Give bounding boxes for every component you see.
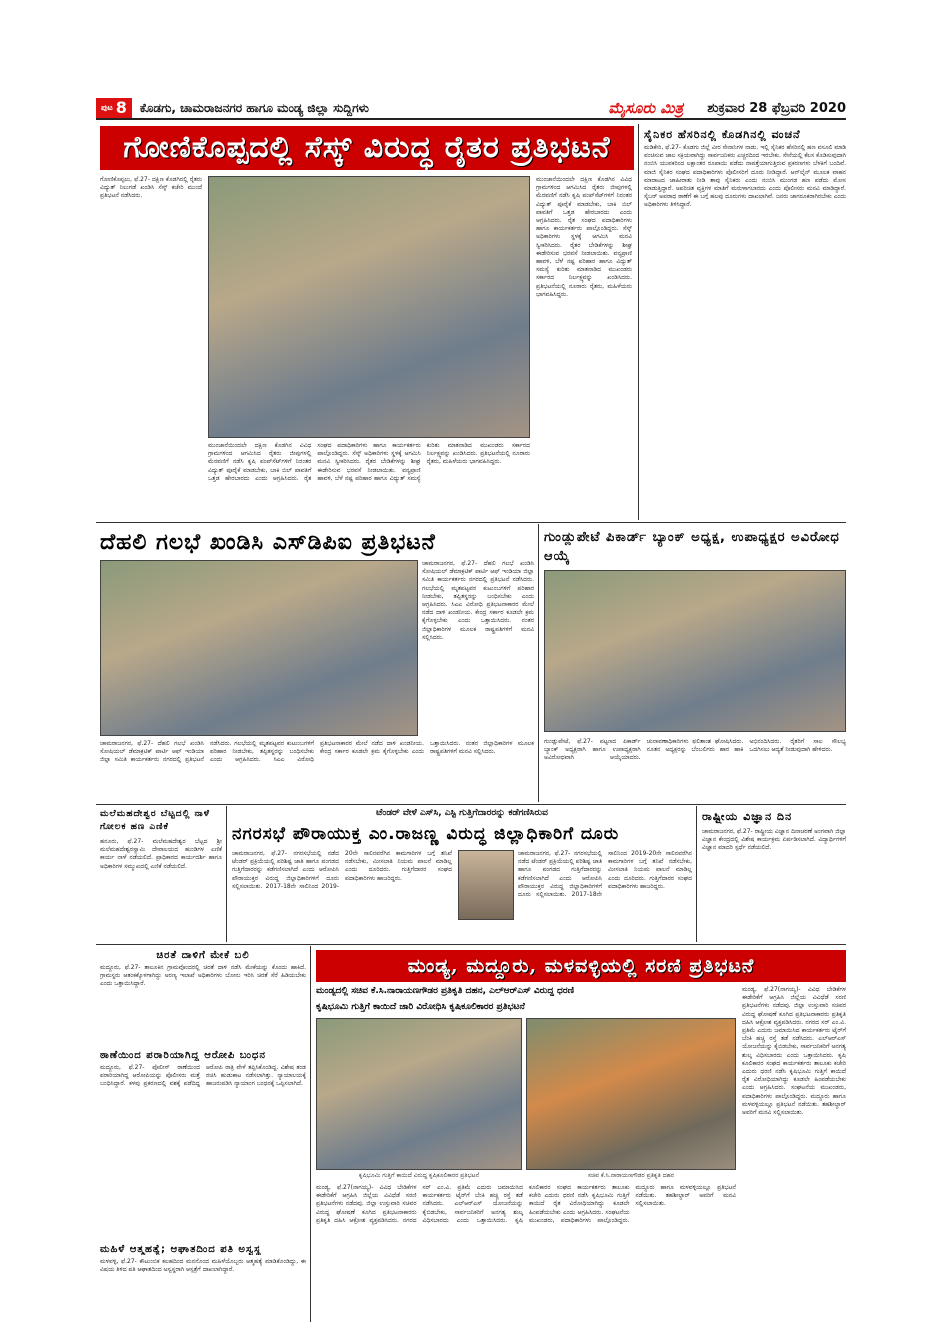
page-header xyxy=(96,98,846,120)
tender-body: ಚಾಮರಾಜನಗರ, ಫೆ.27- ನಗರಸಭೆಯಲ್ಲಿ ನಡೆದ ಟೆಂಡರ್ ಪ್ರಕ್ರಿಯೆಯಲ್ಲಿ ಪರಿಶಿಷ್ಟ ಜಾತಿ ಹಾಗೂ ಪಂಗಡದ ಗುತ್ತಿಗೆದಾರರನ್ನು ಕಡೆಗಣಿಸಲಾಗಿದೆ ಎಂದು ಆರೋಪಿಸಿ ಪೌರಾಯುಕ್ತರ ವಿರುದ್ಧ ಜಿಲ್ಲಾಧಿಕಾರಿಗಳಿಗೆ ದೂರು ಸಲ್ಲಿಸಲಾಯಿತು. 2017-18ನೇ ಸಾಲಿನಿಂದ 2019-20ನೇ ಸಾಲಿನವರೆಗಿನ ಕಾಮಗಾರಿಗಳ ಬಗ್ಗೆ ತನಿಖೆ ನಡೆಸಬೇಕು, ಮೀಸಲಾತಿ ನಿಯಮ ಪಾಲನೆ ಮಾಡಿಲ್ಲ ಎಂದು ದೂರಿದರು. ಗುತ್ತಿಗೆದಾರರ ಸಂಘದ ಪದಾಧಿಕಾರಿಗಳು ಹಾಜರಿದ್ದರು. xyxy=(232,850,452,890)
main-story-body: ಮುಂಜಾನೆಯಿಂದಲೇ ದಕ್ಷಿಣ ಕೊಡಗಿನ ವಿವಿಧ ಗ್ರಾಮಗಳಿಂದ ಆಗಮಿಸಿದ ರೈತರು ಜೀಪುಗಳಲ್ಲಿ ಮೆರವಣಿಗೆ ನಡೆಸಿ ಕೃಷಿ ಪಂಪ್‌ಸೆಟ್‌ಗಳಿಗೆ ನಿರಂತರ ವಿದ್ಯುತ್ ಪೂರೈಕೆ ಮಾಡಬೇಕು, ಬಾಕಿ ಬಿಲ್ ಪಾವತಿಗೆ ಒತ್ತಡ ಹೇರಬಾರದು ಎಂದು ಆಗ್ರಹಿಸಿದರು. ರೈತ ಸಂಘದ ಪದಾಧಿಕಾರಿಗಳು ಹಾಗೂ ಕಾರ್ಯಕರ್ತರು ಪಾಲ್ಗೊಂಡಿದ್ದರು. ಸೆಸ್ಕ್ ಅಧಿಕಾರಿಗಳು ಸ್ಥಳಕ್ಕೆ ಆಗಮಿಸಿ ಮನವಿ ಸ್ವೀಕರಿಸಿದರು. ರೈತರ ಬೇಡಿಕೆಗಳನ್ನು ಶೀಘ್ರ ಈಡೇರಿಸುವ ಭರವಸೆ ನೀಡಲಾಯಿತು. ವನ್ಯಪ್ರಾಣಿ ಹಾವಳಿ, ಬೆಳೆ ನಷ್ಟ ಪರಿಹಾರ ಹಾಗೂ ವಿದ್ಯುತ್ ಸಮಸ್ಯೆ ಕುರಿತು ಮಾತನಾಡಿದ ಮುಖಂಡರು ಸರ್ಕಾರದ ನಿರ್ಲಕ್ಷ್ಯವನ್ನು ಖಂಡಿಸಿದರು. ಪ್ರತಿಭಟನೆಯಲ್ಲಿ ನೂರಾರು ರೈತರು, ಮಹಿಳೆಯರು ಭಾಗವಹಿಸಿದ್ದರು. xyxy=(208,442,530,482)
commissioner-photo xyxy=(458,850,514,920)
cheetah-body: ಮದ್ದೂರು, ಫೆ.27- ತಾಲೂಕಿನ ಗ್ರಾಮವೊಂದರಲ್ಲಿ ಚಿರತೆ ದಾಳಿ ನಡೆಸಿ ಮೇಕೆಯನ್ನು ಕೊಂದು ಹಾಕಿದೆ. ಗ್ರಾಮಸ್ಥರು ಆತಂಕಕ್ಕೊಳಗಾಗಿದ್ದು ಅರಣ್ಯ ಇಲಾಖೆ ಅಧಿಕಾರಿಗಳು ಬೋನು ಇರಿಸಿ ಚಿರತೆ ಸೆರೆ ಹಿಡಿಯಬೇಕು ಎಂದು ಒತ್ತಾಯಿಸಿದ್ದಾರೆ. xyxy=(100,964,306,988)
delhi-body: ಚಾಮರಾಜನಗರ, ಫೆ.27- ದೆಹಲಿ ಗಲಭೆ ಖಂಡಿಸಿ ಸೋಷಿಯಲ್ ಡೆಮಾಕ್ರಟಿಕ್ ಪಾರ್ಟಿ ಆಫ್ ಇಂಡಿಯಾ ಜಿಲ್ಲಾ ಸಮಿತಿ ಕಾರ್ಯಕರ್ತರು ನಗರದಲ್ಲಿ ಪ್ರತಿಭಟನೆ ನಡೆಸಿದರು. ಗಲಭೆಯಲ್ಲಿ ಮೃತಪಟ್ಟವರ ಕುಟುಂಬಗಳಿಗೆ ಪರಿಹಾರ ನೀಡಬೇಕು, ತಪ್ಪಿತಸ್ಥರನ್ನು ಬಂಧಿಸಬೇಕು ಎಂದು ಆಗ್ರಹಿಸಿದರು. ಸಿಎಎ ವಿರೋಧಿ ಪ್ರತಿಭಟನಾಕಾರರ ಮೇಲೆ ನಡೆದ ದಾಳಿ ಖಂಡನೀಯ. ಕೇಂದ್ರ ಸರ್ಕಾರ ಕೂಡಲೇ ಕ್ರಮ ಕೈಗೊಳ್ಳಬೇಕು ಎಂದು ಒತ್ತಾಯಿಸಿದರು. ನಂತರ ಜಿಲ್ಲಾಧಿಕಾರಿಗಳ ಮೂಲಕ ರಾಷ್ಟ್ರಪತಿಗಳಿಗೆ ಮನವಿ ಸಲ್ಲಿಸಿದರು. xyxy=(422,560,534,641)
main-headline: ಗೋಣಿಕೊಪ್ಪದಲ್ಲಿ ಸೆಸ್ಕ್ ವಿರುದ್ಧ ರೈತರ ಪ್ರತಿಭಟನೆ xyxy=(100,126,634,170)
mandya-right-column: ಮಂಡ್ಯ, ಫೆ.27(ನಾಗಯ್ಯ)- ವಿವಿಧ ಬೇಡಿಕೆಗಳ ಈಡೇರಿಕೆಗೆ ಆಗ್ರಹಿಸಿ ಜಿಲ್ಲೆಯ ವಿವಿಧೆಡೆ ಸರಣಿ ಪ್ರತಿಭಟನೆಗಳು ನಡೆದವು. ಜಿಲ್ಲಾ ಉಸ್ತುವಾರಿ ಸಚಿವರ ವಿರುದ್ಧ ಘೋಷಣೆ ಕೂಗಿದ ಪ್ರತಿಭಟನಾಕಾರರು ಪ್ರತಿಕೃತಿ ದಹಿಸಿ ಆಕ್ರೋಶ ವ್ಯಕ್ತಪಡಿಸಿದರು. ನಗರದ ಸರ್ ಎಂ.ವಿ. ಪ್ರತಿಮೆ ಎದುರು ಜಮಾಯಿಸಿದ ಕಾರ್ಯಕರ್ತರು ಟೈರ್‌ಗೆ ಬೆಂಕಿ ಹಚ್ಚಿ ರಸ್ತೆ ತಡೆ ನಡೆಸಿದರು. ಎಲ್‌ಆರ್‌ಎಸ್ ಯೋಜನೆಯನ್ನು ಕೈಬಿಡಬೇಕು, ಸಾರ್ವಜನಿಕರಿಗೆ ಅನಗತ್ಯ ಶುಲ್ಕ ವಿಧಿಸಬಾರದು ಎಂದು ಒತ್ತಾಯಿಸಿದರು. ಕೃಷಿ ಕೂಲಿಕಾರರ ಸಂಘದ ಕಾರ್ಯಕರ್ತರು ತಾಲೂಕು ಕಚೇರಿ ಎದುರು ಧರಣಿ ನಡೆಸಿ ಕೃಷಿಭೂಮಿ ಗುತ್ತಿಗೆ ಕಾಯಿದೆ ರೈತ ವಿರೋಧಿಯಾಗಿದ್ದು ಕೂಡಲೇ ಹಿಂಪಡೆಯಬೇಕು ಎಂದು ಆಗ್ರಹಿಸಿದರು. ಸಂಘಟನೆಯ ಮುಖಂಡರು, ಪದಾಧಿಕಾರಿಗಳು ಪಾಲ್ಗೊಂಡಿದ್ದರು. ಮದ್ದೂರು ಹಾಗೂ ಮಳವಳ್ಳಿಯಲ್ಲೂ ಪ್ರತಿಭಟನೆ ನಡೆಯಿತು. ತಹಶೀಲ್ದಾರ್ ಅವರಿಗೆ ಮನವಿ ಸಲ್ಲಿಸಲಾಯಿತು. xyxy=(742,986,846,1117)
delhi-photo xyxy=(100,560,418,736)
masthead-logo: ಮೈಸೂರು ಮಿತ್ರ xyxy=(608,99,684,117)
soldiers-body: ಮಡಿಕೇರಿ, ಫೆ.27- ಕೊಡಗು ಜಿಲ್ಲೆ ವೀರ ಸೇನಾನಿಗಳ ನಾಡು. ಇಲ್ಲಿ ಸೈನಿಕರ ಹೆಸರಿನಲ್ಲಿ ಹಣ ವಸೂಲಿ ಮಾಡಿ ವಂಚಿಸುವ ಜಾಲ ಸಕ್ರಿಯವಾಗಿದ್ದು ಸಾರ್ವಜನಿಕರು ಎಚ್ಚರದಿಂದ ಇರಬೇಕು. ಸೇನೆಯಲ್ಲಿ ಕೆಲಸ ಕೊಡಿಸುವುದಾಗಿ ನಂಬಿಸಿ ಯುವಕರಿಂದ ಲಕ್ಷಾಂತರ ರೂಪಾಯಿ ಪಡೆದು ನಾಪತ್ತೆಯಾಗುತ್ತಿರುವ ಪ್ರಕರಣಗಳು ಬೆಳಕಿಗೆ ಬಂದಿವೆ. ಮಾಜಿ ಸೈನಿಕರ ಸಂಘದ ಪದಾಧಿಕಾರಿಗಳು ಪೊಲೀಸರಿಗೆ ದೂರು ನೀಡಿದ್ದಾರೆ. ಆನ್‌ಲೈನ್ ಮೂಲಕ ವಾಹನ ಮಾರಾಟದ ಜಾಹೀರಾತು ನೀಡಿ ತಾವು ಸೈನಿಕರು ಎಂದು ನಂಬಿಸಿ ಮುಂಗಡ ಹಣ ಪಡೆದು ಮೋಸ ಮಾಡುತ್ತಿದ್ದಾರೆ. ಅಪರಿಚಿತ ವ್ಯಕ್ತಿಗಳ ಮಾತಿಗೆ ಮರುಳಾಗಬಾರದು ಎಂದು ಪೊಲೀಸರು ಮನವಿ ಮಾಡಿದ್ದಾರೆ. ಸೈಬರ್ ಅಪರಾಧ ಠಾಣೆಗೆ ಈ ಬಗ್ಗೆ ಹಲವು ದೂರುಗಳು ದಾಖಲಾಗಿವೆ. ಜನರು ಜಾಗರೂಕರಾಗಿರಬೇಕು ಎಂದು ಅಧಿಕಾರಿಗಳು ತಿಳಿಸಿದ್ದಾರೆ. xyxy=(644,144,846,209)
main-story-lead: ಗೋಣಿಕೊಪ್ಪಲು, ಫೆ.27- ದಕ್ಷಿಣ ಕೊಡಗಿನಲ್ಲಿ ರೈತರು ವಿದ್ಯುತ್ ನಿಲುಗಡೆ ಖಂಡಿಸಿ ಸೆಸ್ಕ್ ಕಚೇರಿ ಮುಂದೆ ಪ್ರತಿಭಟನೆ ನಡೆಸಿದರು. xyxy=(100,176,202,200)
tender-kicker: ಟೆಂಡರ್ ವೇಳೆ ಎಸ್‌ಸಿ, ಎಸ್ಟಿ ಗುತ್ತಿಗೆದಾರರನ್ನು ಕಡೆಗಣಿಸಿರುವ xyxy=(376,808,548,818)
husband-headline: ಮಹಿಳೆ ಆತ್ಮಹತ್ಯೆ; ಆಘಾತದಿಂದ ಪತಿ ಅಸ್ವಸ್ಥ xyxy=(100,1244,262,1255)
delhi-body-bottom: ಚಾಮರಾಜನಗರ, ಫೆ.27- ದೆಹಲಿ ಗಲಭೆ ಖಂಡಿಸಿ ಸೋಷಿಯಲ್ ಡೆಮಾಕ್ರಟಿಕ್ ಪಾರ್ಟಿ ಆಫ್ ಇಂಡಿಯಾ ಜಿಲ್ಲಾ ಸಮಿತಿ ಕಾರ್ಯಕರ್ತರು ನಗರದಲ್ಲಿ ಪ್ರತಿಭಟನೆ ನಡೆಸಿದರು. ಗಲಭೆಯಲ್ಲಿ ಮೃತಪಟ್ಟವರ ಕುಟುಂಬಗಳಿಗೆ ಪರಿಹಾರ ನೀಡಬೇಕು, ತಪ್ಪಿತಸ್ಥರನ್ನು ಬಂಧಿಸಬೇಕು ಎಂದು ಆಗ್ರಹಿಸಿದರು. ಸಿಎಎ ವಿರೋಧಿ ಪ್ರತಿಭಟನಾಕಾರರ ಮೇಲೆ ನಡೆದ ದಾಳಿ ಖಂಡನೀಯ. ಕೇಂದ್ರ ಸರ್ಕಾರ ಕೂಡಲೇ ಕ್ರಮ ಕೈಗೊಳ್ಳಬೇಕು ಎಂದು ಒತ್ತಾಯಿಸಿದರು. ನಂತರ ಜಿಲ್ಲಾಧಿಕಾರಿಗಳ ಮೂಲಕ ರಾಷ್ಟ್ರಪತಿಗಳಿಗೆ ಮನವಿ ಸಲ್ಲಿಸಿದರು. xyxy=(100,740,534,764)
tender-headline: ನಗರಸಭೆ ಪೌರಾಯುಕ್ತ ಎಂ.ರಾಜಣ್ಣ ವಿರುದ್ಧ ಜಿಲ್ಲಾಧಿಕಾರಿಗೆ ದೂರು xyxy=(232,824,620,844)
mandya-caption-1: ಕೃಷಿಭೂಮಿ ಗುತ್ತಿಗೆ ಕಾಯಿದೆ ವಿರುದ್ಧ ಕೃಷಿಕೂಲಿಕಾರರ ಪ್ರತಿಭಟನೆ xyxy=(358,1172,480,1179)
soldiers-headline: ಸೈನಿಕರ ಹೆಸರಿನಲ್ಲಿ ಕೊಡಗಿನಲ್ಲಿ ವಂಚನೆ xyxy=(644,128,801,141)
main-story-continued: ಮುಂಜಾನೆಯಿಂದಲೇ ದಕ್ಷಿಣ ಕೊಡಗಿನ ವಿವಿಧ ಗ್ರಾಮಗಳಿಂದ ಆಗಮಿಸಿದ ರೈತರು ಜೀಪುಗಳಲ್ಲಿ ಮೆರವಣಿಗೆ ನಡೆಸಿ ಕೃಷಿ ಪಂಪ್‌ಸೆಟ್‌ಗಳಿಗೆ ನಿರಂತರ ವಿದ್ಯುತ್ ಪೂರೈಕೆ ಮಾಡಬೇಕು, ಬಾಕಿ ಬಿಲ್ ಪಾವತಿಗೆ ಒತ್ತಡ ಹೇರಬಾರದು ಎಂದು ಆಗ್ರಹಿಸಿದರು. ರೈತ ಸಂಘದ ಪದಾಧಿಕಾರಿಗಳು ಹಾಗೂ ಕಾರ್ಯಕರ್ತರು ಪಾಲ್ಗೊಂಡಿದ್ದರು. ಸೆಸ್ಕ್ ಅಧಿಕಾರಿಗಳು ಸ್ಥಳಕ್ಕೆ ಆಗಮಿಸಿ ಮನವಿ ಸ್ವೀಕರಿಸಿದರು. ರೈತರ ಬೇಡಿಕೆಗಳನ್ನು ಶೀಘ್ರ ಈಡೇರಿಸುವ ಭರವಸೆ ನೀಡಲಾಯಿತು. ವನ್ಯಪ್ರಾಣಿ ಹಾವಳಿ, ಬೆಳೆ ನಷ್ಟ ಪರಿಹಾರ ಹಾಗೂ ವಿದ್ಯುತ್ ಸಮಸ್ಯೆ ಕುರಿತು ಮಾತನಾಡಿದ ಮುಖಂಡರು ಸರ್ಕಾರದ ನಿರ್ಲಕ್ಷ್ಯವನ್ನು ಖಂಡಿಸಿದರು. ಪ್ರತಿಭಟನೆಯಲ್ಲಿ ನೂರಾರು ರೈತರು, ಮಹಿಳೆಯರು ಭಾಗವಹಿಸಿದ್ದರು. xyxy=(536,176,632,298)
mandya-body: ಮಂಡ್ಯ, ಫೆ.27(ನಾಗಯ್ಯ)- ವಿವಿಧ ಬೇಡಿಕೆಗಳ ಈಡೇರಿಕೆಗೆ ಆಗ್ರಹಿಸಿ ಜಿಲ್ಲೆಯ ವಿವಿಧೆಡೆ ಸರಣಿ ಪ್ರತಿಭಟನೆಗಳು ನಡೆದವು. ಜಿಲ್ಲಾ ಉಸ್ತುವಾರಿ ಸಚಿವರ ವಿರುದ್ಧ ಘೋಷಣೆ ಕೂಗಿದ ಪ್ರತಿಭಟನಾಕಾರರು ಪ್ರತಿಕೃತಿ ದಹಿಸಿ ಆಕ್ರೋಶ ವ್ಯಕ್ತಪಡಿಸಿದರು. ನಗರದ ಸರ್ ಎಂ.ವಿ. ಪ್ರತಿಮೆ ಎದುರು ಜಮಾಯಿಸಿದ ಕಾರ್ಯಕರ್ತರು ಟೈರ್‌ಗೆ ಬೆಂಕಿ ಹಚ್ಚಿ ರಸ್ತೆ ತಡೆ ನಡೆಸಿದರು. ಎಲ್‌ಆರ್‌ಎಸ್ ಯೋಜನೆಯನ್ನು ಕೈಬಿಡಬೇಕು, ಸಾರ್ವಜನಿಕರಿಗೆ ಅನಗತ್ಯ ಶುಲ್ಕ ವಿಧಿಸಬಾರದು ಎಂದು ಒತ್ತಾಯಿಸಿದರು. ಕೃಷಿ ಕೂಲಿಕಾರರ ಸಂಘದ ಕಾರ್ಯಕರ್ತರು ತಾಲೂಕು ಕಚೇರಿ ಎದುರು ಧರಣಿ ನಡೆಸಿ ಕೃಷಿಭೂಮಿ ಗುತ್ತಿಗೆ ಕಾಯಿದೆ ರೈತ ವಿರೋಧಿಯಾಗಿದ್ದು ಕೂಡಲೇ ಹಿಂಪಡೆಯಬೇಕು ಎಂದು ಆಗ್ರಹಿಸಿದರು. ಸಂಘಟನೆಯ ಮುಖಂಡರು, ಪದಾಧಿಕಾರಿಗಳು ಪಾಲ್ಗೊಂಡಿದ್ದರು. ಮದ್ದೂರು ಹಾಗೂ ಮಳವಳ್ಳಿಯಲ್ಲೂ ಪ್ರತಿಭಟನೆ ನಡೆಯಿತು. ತಹಶೀಲ್ದಾರ್ ಅವರಿಗೆ ಮನವಿ ಸಲ್ಲಿಸಲಾಯಿತು. xyxy=(316,1184,736,1224)
page-number-badge: ಪುಟ 8 xyxy=(96,98,132,118)
mandya-subhead-2: ಕೃಷಿಭೂಮಿ ಗುತ್ತಿಗೆ ಕಾಯಿದೆ ಜಾರಿ ವಿರೋಧಿಸಿ ಕೃಷಿಕೂಲಿಕಾರರ ಪ್ರತಿಭಟನೆ xyxy=(316,1002,525,1012)
science-day-body: ಚಾಮರಾಜನಗರ, ಫೆ.27- ರಾಷ್ಟ್ರೀಯ ವಿಜ್ಞಾನ ದಿನಾಚರಣೆ ಅಂಗವಾಗಿ ಜಿಲ್ಲಾ ವಿಜ್ಞಾನ ಕೇಂದ್ರದಲ್ಲಿ ವಿಶೇಷ ಕಾರ್ಯಕ್ರಮ ಏರ್ಪಡಿಸಲಾಗಿದೆ. ವಿದ್ಯಾರ್ಥಿಗಳಿಗೆ ವಿಜ್ಞಾನ ಮಾದರಿ ಸ್ಪರ್ಧೆ ನಡೆಯಲಿದೆ. xyxy=(702,828,846,852)
mandya-photo-1 xyxy=(316,1018,522,1170)
mandya-photo-2 xyxy=(526,1018,736,1170)
main-story-photo xyxy=(208,176,530,438)
science-day-headline: ರಾಷ್ಟ್ರೀಯ ವಿಜ್ಞಾನ ದಿನ xyxy=(702,810,793,823)
cheetah-headline: ಚಿರತೆ ದಾಳಿಗೆ ಮೇಕೆ ಬಲಿ xyxy=(156,950,250,961)
mandya-subhead-1: ಮಂಡ್ಯದಲ್ಲಿ ಸಚಿವ ಕೆ.ಸಿ.ನಾರಾಯಣಗೌಡರ ಪ್ರತಿಕೃತಿ ದಹನ, ಎಲ್‌ಆರ್‌ಎಸ್ ವಿರುದ್ಧ ಧರಣಿ xyxy=(316,986,574,996)
escape-headline: ಠಾಣೆಯಿಂದ ಪರಾರಿಯಾಗಿದ್ದ ಆರೋಪಿ ಬಂಧನ xyxy=(100,1050,266,1061)
mandya-caption-2: ಸಚಿವ ಕೆ.ಸಿ.ನಾರಾಯಣಗೌಡರ ಪ್ರತಿಕೃತಿ ದಹನ xyxy=(587,1172,675,1179)
husband-body: ಮಳವಳ್ಳಿ, ಫೆ.27- ಕೌಟುಂಬಿಕ ಕಲಹದಿಂದ ಮನನೊಂದ ಮಹಿಳೆಯೊಬ್ಬರು ಆತ್ಮಹತ್ಯೆ ಮಾಡಿಕೊಂಡಿದ್ದು, ಈ ವಿಷಯ ತಿಳಿದ ಪತಿ ಆಘಾತದಿಂದ ಅಸ್ವಸ್ಥರಾಗಿ ಆಸ್ಪತ್ರೆಗೆ ದಾಖಲಾಗಿದ್ದಾರೆ. xyxy=(100,1258,306,1274)
bank-body: ಗುಂಡ್ಲುಪೇಟೆ, ಫೆ.27- ಪಟ್ಟಣದ ಪಿಕಾರ್ಡ್ ಬ್ಯಾಂಕ್ ಅಧ್ಯಕ್ಷರಾಗಿ ಹಾಗೂ ಉಪಾಧ್ಯಕ್ಷರಾಗಿ ಅವಿರೋಧವಾಗಿ ಆಯ್ಕೆಯಾದರು. ಚುನಾವಣಾಧಿಕಾರಿಗಳು ಫಲಿತಾಂಶ ಘೋಷಿಸಿದರು. ನೂತನ ಅಧ್ಯಕ್ಷರನ್ನು ಬೆಂಬಲಿಗರು ಹಾರ ಹಾಕಿ ಅಭಿನಂದಿಸಿದರು. ರೈತರಿಗೆ ಸಾಲ ಸೌಲಭ್ಯ ಒದಗಿಸಲು ಆದ್ಯತೆ ನೀಡುವುದಾಗಿ ಹೇಳಿದರು. xyxy=(544,738,846,762)
issue-date: ಶುಕ್ರವಾರ 28 ಫೆಬ್ರವರಿ 2020 xyxy=(707,100,846,116)
bank-headline: ಗುಂಡ್ಲುಪೇಟೆ ಪಿಕಾರ್ಡ್ ಬ್ಯಾಂಕ್ ಅಧ್ಯಕ್ಷ, ಉಪಾಧ್ಯಕ್ಷರ ಅವಿರೋಧ ಆಯ್ಕೆ xyxy=(544,530,840,564)
malemahadeshwara-body: ಹನೂರು, ಫೆ.27- ಮಲೆಮಹದೇಶ್ವರ ಬೆಟ್ಟದ ಶ್ರೀ ಮಲೆಮಹದೇಶ್ವರಸ್ವಾಮಿ ದೇವಾಲಯದ ಹುಂಡಿಗಳ ಎಣಿಕೆ ಕಾರ್ಯ ನಾಳೆ ನಡೆಯಲಿದೆ. ಪ್ರಾಧಿಕಾರದ ಕಾರ್ಯದರ್ಶಿ ಹಾಗೂ ಅಧಿಕಾರಿಗಳ ಸಮ್ಮುಖದಲ್ಲಿ ಎಣಿಕೆ ನಡೆಯಲಿದೆ. xyxy=(100,838,222,870)
tender-body-right: ಚಾಮರಾಜನಗರ, ಫೆ.27- ನಗರಸಭೆಯಲ್ಲಿ ನಡೆದ ಟೆಂಡರ್ ಪ್ರಕ್ರಿಯೆಯಲ್ಲಿ ಪರಿಶಿಷ್ಟ ಜಾತಿ ಹಾಗೂ ಪಂಗಡದ ಗುತ್ತಿಗೆದಾರರನ್ನು ಕಡೆಗಣಿಸಲಾಗಿದೆ ಎಂದು ಆರೋಪಿಸಿ ಪೌರಾಯುಕ್ತರ ವಿರುದ್ಧ ಜಿಲ್ಲಾಧಿಕಾರಿಗಳಿಗೆ ದೂರು ಸಲ್ಲಿಸಲಾಯಿತು. 2017-18ನೇ ಸಾಲಿನಿಂದ 2019-20ನೇ ಸಾಲಿನವರೆಗಿನ ಕಾಮಗಾರಿಗಳ ಬಗ್ಗೆ ತನಿಖೆ ನಡೆಸಬೇಕು, ಮೀಸಲಾತಿ ನಿಯಮ ಪಾಲನೆ ಮಾಡಿಲ್ಲ ಎಂದು ದೂರಿದರು. ಗುತ್ತಿಗೆದಾರರ ಸಂಘದ ಪದಾಧಿಕಾರಿಗಳು ಹಾಜರಿದ್ದರು. xyxy=(518,850,692,899)
bank-photo xyxy=(544,570,846,732)
malemahadeshwara-headline: ಮಲೆಮಹದೇಶ್ವರ ಬೆಟ್ಟದಲ್ಲಿ ನಾಳೆ ಗೋಲಕ ಹಣ ಎಣಿಕೆ xyxy=(100,809,210,832)
delhi-headline: ದೆಹಲಿ ಗಲಭೆ ಖಂಡಿಸಿ ಎಸ್‌ಡಿಪಿಐ ಪ್ರತಿಭಟನೆ xyxy=(100,530,436,555)
newspaper-page xyxy=(96,98,846,1274)
escape-body: ಮದ್ದೂರು, ಫೆ.27- ಪೊಲೀಸ್ ಠಾಣೆಯಿಂದ ಪರಾರಿಯಾಗಿದ್ದ ಆರೋಪಿಯನ್ನು ಪೊಲೀಸರು ಮತ್ತೆ ಬಂಧಿಸಿದ್ದಾರೆ. ಕಳವು ಪ್ರಕರಣದಲ್ಲಿ ವಶಕ್ಕೆ ಪಡೆದಿದ್ದ ಆರೋಪಿ ರಾತ್ರಿ ವೇಳೆ ತಪ್ಪಿಸಿಕೊಂಡಿದ್ದ. ವಿಶೇಷ ತಂಡ ರಚಿಸಿ ಹುಡುಕಾಟ ನಡೆಸಲಾಗಿತ್ತು. ನ್ಯಾಯಾಲಯಕ್ಕೆ ಹಾಜರುಪಡಿಸಿ ನ್ಯಾಯಾಂಗ ಬಂಧನಕ್ಕೆ ಒಪ್ಪಿಸಲಾಗಿದೆ. xyxy=(100,1064,306,1088)
mandya-headline: ಮಂಡ್ಯ, ಮದ್ದೂರು, ಮಳವಳ್ಳಿಯಲ್ಲಿ ಸರಣಿ ಪ್ರತಿಭಟನೆ xyxy=(316,950,846,982)
section-title: ಕೊಡಗು, ಚಾಮರಾಜನಗರ ಹಾಗೂ ಮಂಡ್ಯ ಜಿಲ್ಲಾ ಸುದ್ದಿಗಳು xyxy=(139,100,369,115)
